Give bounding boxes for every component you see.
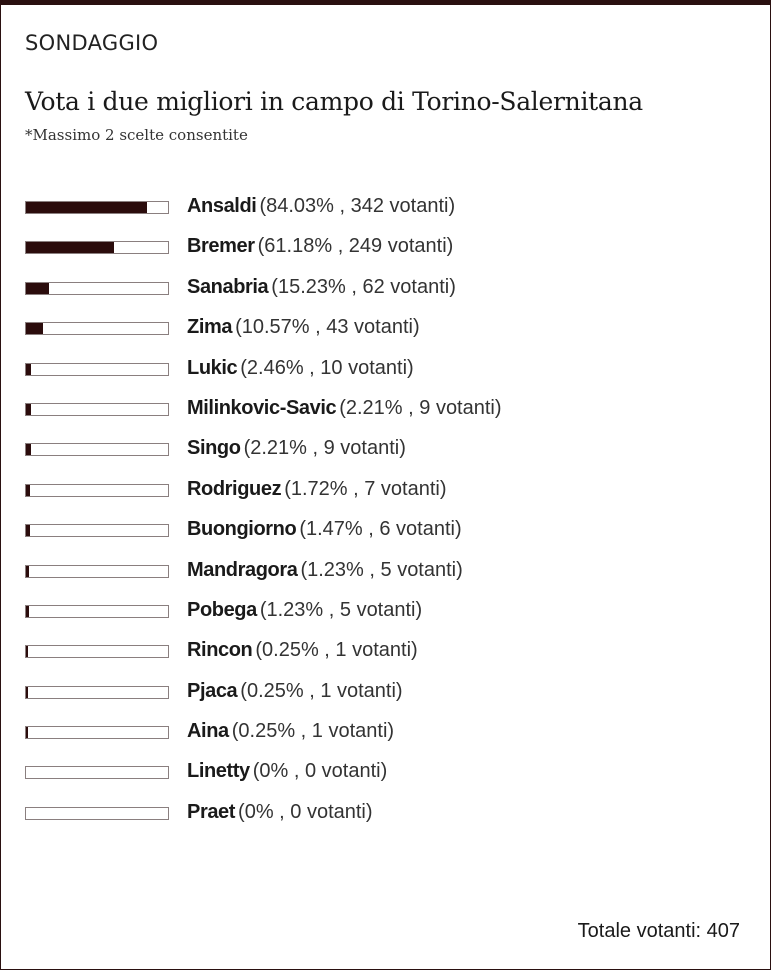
option-name: Linetty (187, 760, 250, 783)
vote-bar (25, 726, 169, 739)
vote-bar (25, 363, 169, 376)
vote-bar (25, 605, 169, 618)
option-label (187, 676, 403, 706)
vote-bar-fill (26, 323, 43, 334)
option-label (187, 756, 387, 786)
option-stats: (2.21% , 9 votanti) (243, 437, 406, 460)
option-label (187, 474, 447, 504)
option-label (187, 635, 418, 665)
vote-bar (25, 403, 169, 416)
option-name: Ansaldi (187, 195, 257, 217)
option-name: Buongiorno (187, 518, 297, 541)
option-name: Pjaca (187, 679, 238, 702)
poll-option[interactable] (25, 514, 502, 554)
option-stats: (0.25% , 1 votanti) (231, 720, 395, 743)
option-stats: (0% , 0 votanti) (238, 800, 373, 823)
poll-option[interactable] (25, 272, 502, 312)
vote-bar (25, 322, 169, 335)
vote-bar (25, 524, 169, 537)
option-stats: (0.25% , 1 votanti) (255, 639, 418, 662)
option-label (187, 231, 453, 261)
poll-option[interactable] (25, 756, 502, 796)
vote-bar (25, 565, 169, 578)
option-name: Rodriguez (187, 477, 282, 500)
vote-bar-fill (26, 727, 28, 738)
vote-bar (25, 645, 169, 658)
poll-option[interactable] (25, 231, 502, 271)
poll-kicker: SONDAGGIO (25, 31, 159, 55)
option-stats: (10.57% , 43 votanti) (235, 316, 420, 339)
vote-bar (25, 282, 169, 295)
option-label (187, 797, 373, 827)
option-stats: (1.23% , 5 votanti) (300, 558, 463, 581)
option-label (187, 272, 456, 302)
option-label (187, 393, 502, 423)
vote-bar-fill (26, 364, 31, 375)
option-label (187, 353, 414, 383)
poll-options-list (25, 191, 502, 837)
option-stats: (1.47% , 6 votanti) (299, 518, 462, 541)
vote-bar-fill (26, 242, 114, 253)
option-name: Zima (187, 316, 233, 339)
poll-option[interactable] (25, 312, 502, 352)
option-name: Pobega (187, 598, 257, 621)
poll-note: *Massimo 2 scelte consentite (25, 126, 248, 144)
vote-bar (25, 443, 169, 456)
vote-bar-fill (26, 404, 31, 415)
poll-option[interactable] (25, 474, 502, 514)
vote-bar (25, 807, 169, 820)
poll-option[interactable] (25, 716, 502, 756)
option-label (187, 514, 462, 544)
option-stats: (2.21% , 9 votanti) (339, 396, 502, 419)
option-name: Singo (187, 437, 241, 460)
option-label (187, 555, 463, 585)
option-stats: (0.25% , 1 votanti) (240, 679, 403, 702)
vote-bar-fill (26, 525, 30, 536)
poll-option[interactable] (25, 676, 502, 716)
total-voters: Totale votanti: 407 (577, 920, 740, 942)
poll-option[interactable] (25, 433, 502, 473)
option-stats: (1.72% , 7 votanti) (284, 477, 447, 500)
vote-bar (25, 484, 169, 497)
option-label (187, 595, 422, 625)
poll-option[interactable] (25, 353, 502, 393)
poll-option[interactable] (25, 797, 502, 837)
poll-question: Vota i due migliori in campo di Torino-Salernitana (25, 87, 643, 116)
vote-bar-fill (26, 687, 28, 698)
vote-bar-fill (26, 566, 29, 577)
poll-option[interactable] (25, 595, 502, 635)
option-name: Aina (187, 720, 229, 743)
vote-bar (25, 201, 169, 214)
option-stats: (2.46% , 10 votanti) (240, 356, 414, 379)
option-stats: (61.18% , 249 votanti) (257, 235, 454, 258)
vote-bar-fill (26, 444, 31, 455)
vote-bar-fill (26, 485, 30, 496)
option-name: Lukic (187, 356, 238, 379)
option-name: Mandragora (187, 558, 298, 581)
vote-bar-fill (26, 202, 147, 213)
option-name: Bremer (187, 235, 255, 258)
option-stats: (15.23% , 62 votanti) (271, 275, 456, 298)
vote-bar-fill (26, 606, 29, 617)
option-label (187, 191, 455, 221)
poll-option[interactable] (25, 191, 502, 231)
vote-bar (25, 766, 169, 779)
option-stats: (1.23% , 5 votanti) (259, 598, 423, 621)
option-name: Milinkovic-Savic (187, 396, 337, 419)
option-name: Sanabria (187, 275, 269, 298)
option-name: Praet (187, 800, 236, 823)
vote-bar (25, 241, 169, 254)
vote-bar (25, 686, 169, 699)
vote-bar-fill (26, 646, 28, 657)
option-label (187, 433, 406, 463)
option-stats: (0% , 0 votanti) (252, 760, 388, 783)
option-label (187, 312, 420, 342)
poll-option[interactable] (25, 393, 502, 433)
vote-bar-fill (26, 283, 49, 294)
poll-option[interactable] (25, 555, 502, 595)
option-stats: (84.03% , 342 votanti) (259, 195, 456, 217)
option-name: Rincon (187, 639, 253, 662)
poll-option[interactable] (25, 635, 502, 675)
option-label (187, 716, 394, 746)
